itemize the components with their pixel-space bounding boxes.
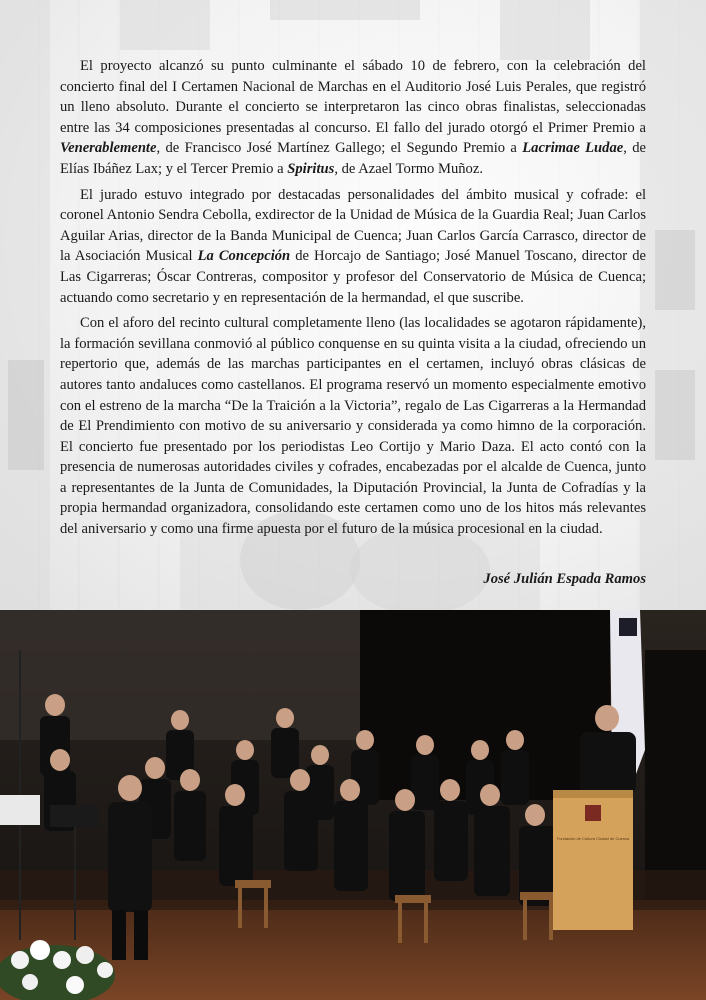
article-body (60, 56, 646, 540)
work-title-venerablemente: Venerablemente (60, 140, 157, 157)
band-name-la-concepcion: La Concepción (197, 248, 291, 265)
lectern-logo-text: Fundación de Cultura Ciudad de Cuenca (556, 836, 630, 841)
paragraph-2-text-b: de Horcajo de Santiago; José Manuel Toscano, director de Las Cigarreras; Óscar Contreras, compositor y profesor del Conservatorio de Música de Cuenca; actuando como secretario y en representación de la hermandad, el que suscribe. (60, 248, 646, 306)
work-title-spiritus: Spiritus (287, 160, 335, 177)
paragraph-1-text-a: El proyecto alcanzó su punto culminante el sábado 10 de febrero, con la celebración del concierto final del I Certamen Nacional de Marchas en el Auditorio José Luis Perales, que registró un lleno absoluto. Durante el concierto se interpretaron las cinco obras finalistas, seleccionadas entre las 34 composiciones presentadas al concurso. El fallo del jurado otorgó el Primer Premio a (60, 58, 646, 136)
lectern (553, 790, 633, 930)
paragraph-2-text-a: El jurado estuvo integrado por destacadas personalidades del ámbito musical y cofrade: el coronel Antonio Sendra Cebolla, exdirector de la Unidad de Música de la Guardia Real; Juan Carlos Aguilar Arias, director de la Banda Municipal de Cuenca; Juan Carlos García Carrasco, director de la Asociación Musical (60, 186, 646, 265)
concert-photo (0, 610, 706, 1000)
paragraph-3: Con el aforo del recinto cultural completamente lleno (las localidades se agotaron rápidamente), la formación sevillana conmovió al público conquense en su quinta visita a la ciudad, ofreciendo un repertorio que, además de las marchas participantes en el certamen, incluyó obras clásicas de autores tanto andaluces como castellanos. El programa reservó un momento especialmente emotivo con el estreno de la marcha “De la Traición a la Victoria”, regalo de Las Cigarreras a la Hermandad de El Prendimiento con motivo de su aniversario y considerada ya como himno de la corporación. El concierto fue presentado por los periodistas Leo Cortijo y Mario Daza. El acto contó con la presencia de numerosas autoridades civiles y cofrades, encabezadas por el alcalde de Cuenca, junto a representantes de la Junta de Comunidades, la Diputación Provincial, la Junta de Cofradías y la propia hermandad organizadora, consolidando este certamen como uno de los hitos más relevantes del aniversario y como una firme apuesta por el futuro de la música procesional en la ciudad. (60, 315, 646, 538)
paragraph-1 (60, 56, 646, 180)
paragraph-1-text-b: , de Francisco José Martínez Gallego; el Segundo Premio a (156, 140, 523, 157)
work-title-lacrimae-ludae: Lacrimae Ludae (522, 140, 624, 157)
paragraph-2 (60, 185, 646, 309)
concert-illustration (0, 610, 706, 1000)
paragraph-1-text-c: , de Elías Ibáñez Lax; y el Tercer Premio a (60, 140, 646, 177)
banner-emblem (619, 618, 637, 636)
author-signature: José Julián Espada Ramos (483, 571, 646, 587)
paragraph-1-text-d: , de Azael Tormo Muñoz. (334, 160, 483, 177)
